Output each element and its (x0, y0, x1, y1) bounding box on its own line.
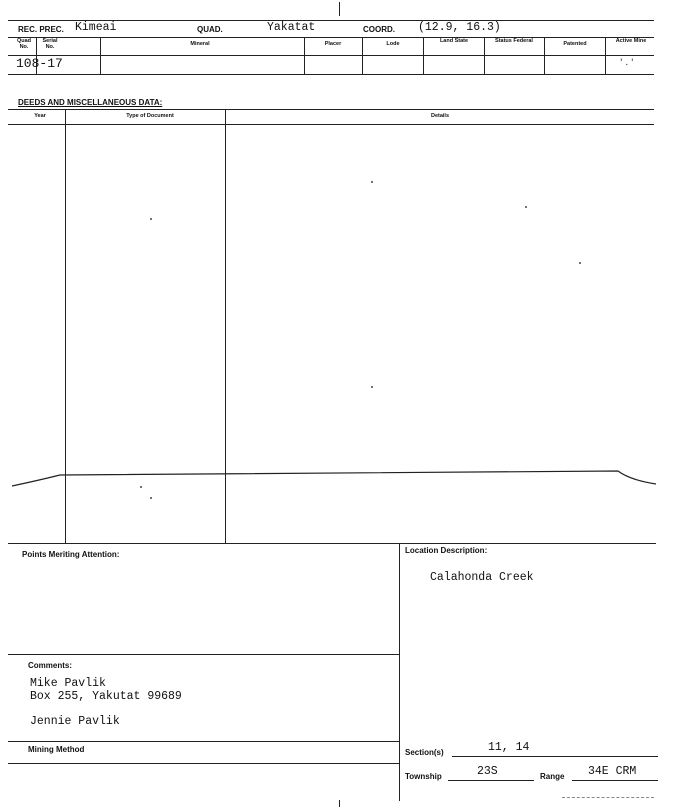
col-header-lode: Lode (386, 41, 400, 47)
quad-label: QUAD. (197, 25, 223, 34)
col-header-serial-no: Serial No. (42, 38, 58, 50)
col-header-placer: Placer (324, 41, 342, 47)
speck (140, 486, 142, 488)
section-value: 11, 14 (488, 741, 530, 754)
lower-section-top-line (8, 543, 656, 544)
township-label: Township (405, 772, 442, 781)
record-row-bottom-line (8, 74, 654, 75)
speck (371, 386, 373, 388)
speck (525, 206, 527, 208)
column-header-line (8, 55, 654, 56)
coord-label: COORD. (363, 25, 395, 34)
quad-value: Yakatat (267, 21, 316, 34)
comments-top-line (8, 654, 399, 655)
range-underline (572, 780, 658, 781)
range-value: 34E CRM (588, 765, 637, 778)
quad-serial-value: 108-17 (16, 56, 63, 71)
location-label: Location Description: (405, 546, 488, 555)
col-sep-3 (304, 37, 305, 74)
township-underline (448, 780, 534, 781)
mining-top-line (8, 741, 399, 742)
deeds-col-year: Year (34, 113, 46, 119)
active-mine-mark: ' . ' (620, 58, 634, 68)
col-header-status-federal: Status Federal (495, 38, 533, 44)
comments-line-1: Mike Pavlik (30, 677, 106, 690)
section-underline (452, 756, 658, 757)
location-value: Calahonda Creek (430, 571, 534, 584)
range-label: Range (540, 772, 565, 781)
rec-prec-label: REC. PREC. (18, 25, 64, 34)
top-center-mark (339, 2, 340, 16)
col-sep-6 (484, 37, 485, 74)
page-fold-line (0, 462, 678, 492)
section-label: Section(s) (405, 748, 444, 757)
deeds-section-title: DEEDS AND MISCELLANEOUS DATA: (18, 98, 163, 107)
deeds-col-details: Details (430, 113, 450, 119)
col-sep-4 (362, 37, 363, 74)
bottom-center-mark (339, 800, 340, 807)
speck (150, 218, 152, 220)
deeds-top-line (8, 109, 654, 110)
speck (371, 181, 373, 183)
deeds-col-type: Type of Document (126, 113, 174, 119)
speck (579, 262, 581, 264)
bottom-faint-line (562, 797, 654, 798)
mining-bottom-line (8, 763, 399, 764)
comments-line-2: Box 255, Yakutat 99689 (30, 690, 182, 703)
rec-prec-value: Kimeai (75, 21, 117, 34)
col-sep-8 (605, 37, 606, 74)
points-label: Points Meriting Attention: (22, 550, 120, 559)
col-header-quad-no: Quad No. (16, 38, 32, 50)
col-header-mineral: Mineral (190, 41, 210, 47)
township-value: 23S (477, 765, 498, 778)
coord-value: (12.9, 16.3) (418, 21, 501, 34)
speck (150, 497, 152, 499)
col-sep-5 (423, 37, 424, 74)
lower-center-divider (399, 543, 400, 801)
mining-method-label: Mining Method (28, 745, 85, 754)
col-header-patented: Patented (563, 41, 587, 47)
col-sep-7 (544, 37, 545, 74)
comments-label: Comments: (28, 661, 73, 670)
comments-line-3: Jennie Pavlik (30, 715, 120, 728)
col-sep-2 (100, 37, 101, 74)
col-header-land-state: Land State (439, 38, 469, 44)
deeds-header-line (8, 124, 654, 125)
header-row-line (8, 37, 654, 38)
col-header-active-mine: Active Mine (615, 38, 647, 44)
